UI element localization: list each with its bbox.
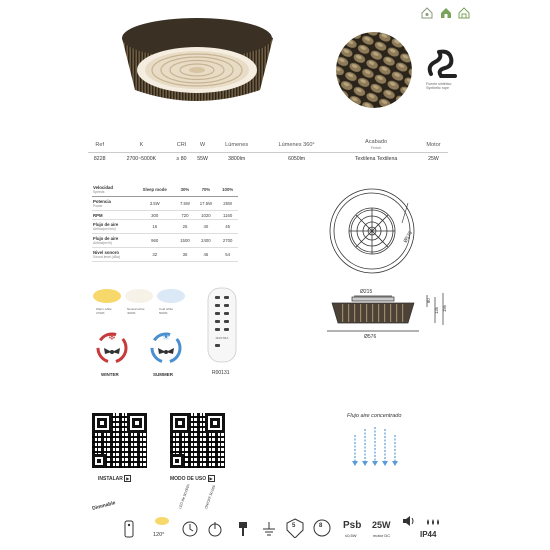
light-modes-icon xyxy=(92,284,187,308)
winter-label: WINTER xyxy=(101,372,119,377)
spec-table xyxy=(92,183,238,262)
play-icon: ▶ xyxy=(126,476,130,481)
house-outline-icon xyxy=(458,7,470,19)
col-lumens-360: Lúmenes 360° xyxy=(260,137,333,153)
airflow-title: Flujo aire concentrado xyxy=(347,413,402,419)
cell-k: 2700~5000K xyxy=(126,156,157,162)
remote-control-icon xyxy=(202,286,242,366)
col-ref: Ref xyxy=(88,137,111,153)
motor-sub: motor DC xyxy=(373,533,391,538)
ground-icon xyxy=(262,520,276,538)
table-row: Nivel sonoro Sound level (dBa) 32 36 46 54 xyxy=(92,248,238,262)
speeds-count: 8 xyxy=(319,523,323,529)
cell-w: 55W xyxy=(197,156,208,162)
led-life-label: LED life 50.000h xyxy=(178,483,191,510)
ip-rating: IP44 xyxy=(420,530,437,539)
install-qr-code[interactable] xyxy=(92,413,147,468)
remote-ref: R00131 xyxy=(212,370,230,376)
table-row: Potencia Power 3.5W 7.5W 17.5W 25W xyxy=(92,197,238,211)
table-row: RPM 300 720 1020 1160 xyxy=(92,211,238,220)
house-green-icon xyxy=(440,7,452,19)
col-lumens: Lúmenes xyxy=(213,137,260,153)
on-off-label: ON/OFF 50.000 xyxy=(204,484,217,510)
speaker-icon xyxy=(402,515,416,527)
remote-small-icon xyxy=(122,520,136,538)
bottom-diameter-label: Ø576 xyxy=(364,334,377,340)
psb-label: Psb xyxy=(343,520,362,531)
psb-sub: ≤0,5W xyxy=(345,533,357,538)
table-row: Flujo de aire Airflow(m³/h) 960 1500 2400 2700 xyxy=(92,234,238,248)
use-qr-label: MODO DE USO ▶ xyxy=(170,476,213,482)
table-row: Flujo de aire Airflow(m³/min) 16 25 40 45 xyxy=(92,220,238,234)
power-icon xyxy=(206,520,224,538)
summer-mode-icon xyxy=(146,328,186,368)
install-qr-label: INSTALAR ▶ xyxy=(98,476,130,482)
rope-icon xyxy=(425,48,461,80)
cell-finish: Textilena Textilena xyxy=(354,156,398,162)
table-row xyxy=(88,153,448,166)
height-1-label: 80 xyxy=(426,298,431,303)
airflow-arrows-icon xyxy=(345,425,405,475)
remote-brand: MANTRA xyxy=(215,336,229,340)
drill-icon xyxy=(236,520,250,538)
cell-ref: 8228 xyxy=(93,156,106,162)
height-3-label: 195 xyxy=(442,305,447,312)
top-diameter-label: Ø576 xyxy=(402,230,414,244)
col-k: K xyxy=(111,137,171,153)
col-w: W xyxy=(192,137,214,153)
dimmable-label: Dimmable xyxy=(91,500,117,512)
product-photo xyxy=(110,8,285,113)
water-drops-icon xyxy=(425,518,441,528)
cell-lumens-360: 6050lm xyxy=(288,156,306,162)
use-qr-code[interactable] xyxy=(170,413,225,468)
height-2-label: 135 xyxy=(434,307,439,314)
cell-motor: 25W xyxy=(428,156,439,162)
top-view-drawing xyxy=(320,183,430,283)
cell-lumens: 3800lm xyxy=(228,156,246,162)
cell-cri: ≥ 80 xyxy=(176,156,187,162)
svg-text:☀: ☀ xyxy=(161,332,171,342)
material-closeup xyxy=(334,30,414,110)
summer-label: SUMMER xyxy=(153,372,173,377)
col-cri: CRI xyxy=(171,137,191,153)
svg-text:❄: ❄ xyxy=(107,332,117,343)
angle-label: 120° xyxy=(153,532,165,538)
clock-icon xyxy=(181,520,199,538)
warranty-years: 5 xyxy=(292,523,296,529)
motor-power: 25W xyxy=(372,520,391,530)
material-label: Fuente sintético Synthetic rope xyxy=(426,82,452,91)
inner-diameter-label: Ø215 xyxy=(360,289,373,295)
house-icon xyxy=(421,7,433,19)
col-motor: Motor xyxy=(419,137,448,153)
side-view-drawing xyxy=(322,287,462,343)
spec-head: Velocidad Speeds Sleep mode 30% 70% 100% xyxy=(92,183,238,197)
header-table xyxy=(88,137,448,165)
light-angle-icon xyxy=(153,516,171,530)
winter-mode-icon xyxy=(92,328,132,368)
play-icon: ▶ xyxy=(209,476,213,481)
col-finish: Acabado Finish xyxy=(333,137,419,153)
